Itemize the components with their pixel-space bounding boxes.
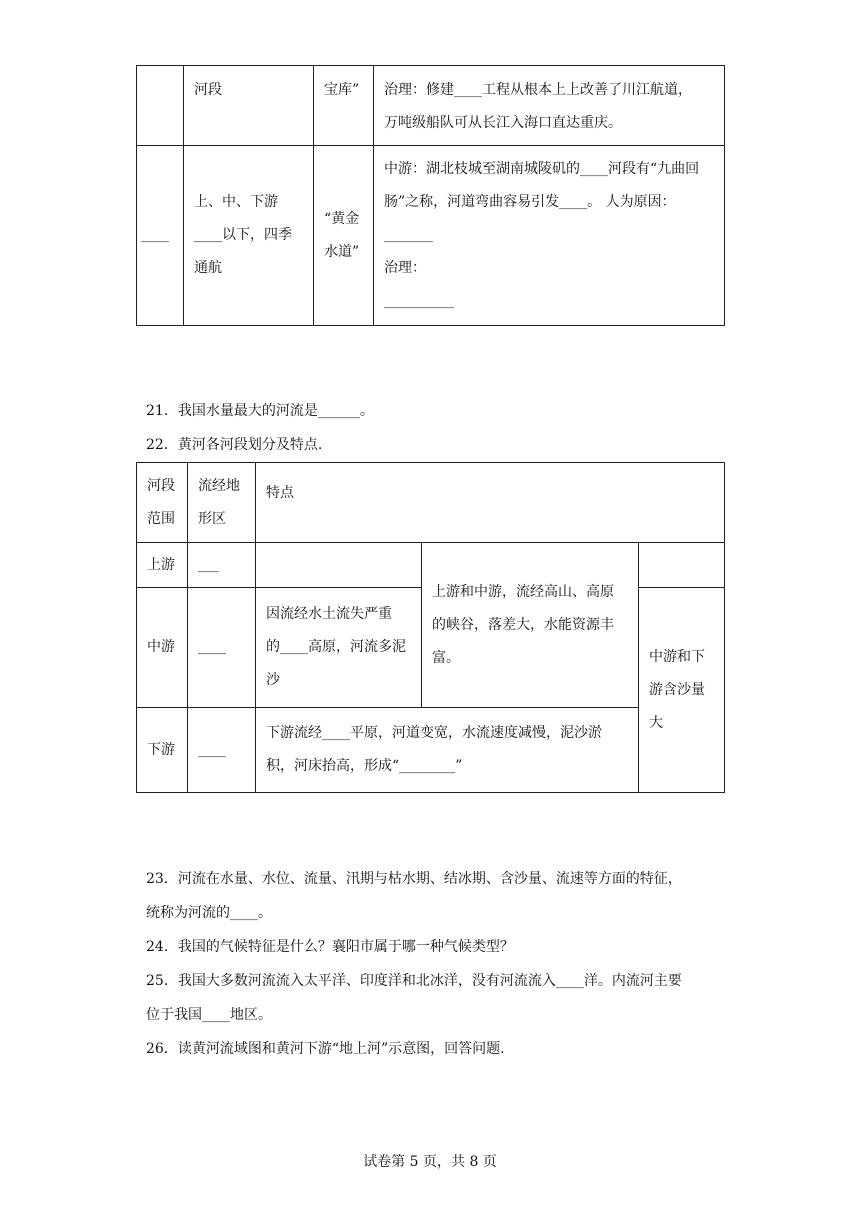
cell-line: 通航 [194,260,222,276]
table-cell [184,146,314,326]
table-row [137,146,725,326]
table-cell [639,543,725,588]
cell-line: _______ [384,227,433,243]
cell-line: 上、中、下游 [194,194,278,210]
cell-line: 积，河床抬高，形成“________” [266,758,463,774]
table-cell: ___ [188,543,256,588]
cell-line: 形区 [198,510,226,527]
cell-line: “黄金 [324,210,360,227]
question-21: 21．我国水量最大的河流是______。 [146,403,374,419]
question-22: 22．黄河各河段划分及特点. [146,437,323,453]
table-cell: ____ [188,588,256,708]
cell-line: 水道” [324,243,360,260]
cell-line: 河段 [147,477,175,494]
table-header-cell [188,463,256,543]
question-23-line-2: 统称为河流的____。 [146,905,272,921]
cell-line: 的____高原，河流多泥 [266,639,406,655]
table-cell [314,146,374,326]
table-header-cell: 特点 [256,463,725,543]
question-24: 24．我国的气候特征是什么？襄阳市属于哪一种气候类型？ [146,939,514,955]
table-cell: 宝库” [314,66,374,146]
table-cell [374,146,725,326]
cell-line: 富。 [432,649,460,666]
table-row [137,708,725,793]
yangtze-table [136,65,725,326]
cell-line: 大 [649,714,663,731]
table-row [137,463,725,543]
cell-line: 范围 [147,510,175,527]
cell-line: 中游和下 [649,648,705,665]
cell-line: __________ [384,293,454,309]
table-row [137,66,725,146]
table-cell: 下游 [137,708,188,793]
cell-line: 上游和中游，流经高山、高原 [432,583,614,600]
table-cell: 中游 [137,588,188,708]
cell-line: 治理：修建____工程从根本上上改善了川江航道， [384,82,692,98]
table-cell: 河段 [184,66,314,146]
table-cell [256,543,422,588]
cell-line: 中游：湖北枝城至湖南城陵矶的____河段有“九曲回 [384,161,700,177]
table-cell [639,588,725,793]
table-cell: ____ [137,146,184,326]
table-cell [256,708,639,793]
table-cell: 上游 [137,543,188,588]
cell-line: 游含沙量 [649,681,705,698]
table-cell [422,543,639,708]
table-cell [137,66,184,146]
table-header-cell [137,463,188,543]
question-25-line-1: 25．我国大多数河流流入太平洋、印度洋和北冰洋，没有河流流入____洋。内流河主要 [146,973,682,989]
cell-line: 肠”之称，河道弯曲容易引发____。 人为原因： [384,194,676,210]
page-footer: 试卷第 5 页，共 8 页 [363,1154,497,1170]
question-26: 26．读黄河流域图和黄河下游“地上河”示意图，回答问题. [146,1041,505,1057]
question-23-line-1: 23．河流在水量、水位、流量、汛期与枯水期、结冰期、含沙量、流速等方面的特征， [146,871,682,887]
cell-line: 流经地 [198,477,240,494]
cell-line: 万吨级船队可从长江入海口直达重庆。 [384,115,622,131]
table-cell: ____ [188,708,256,793]
yellow-river-table [136,462,725,793]
cell-line: 治理： [384,260,426,276]
cell-line: 因流经水土流失严重 [266,606,392,622]
cell-line: 下游流经____平原，河道变宽，水流速度减慢，泥沙淤 [266,725,602,741]
question-25-line-2: 位于我国____地区。 [146,1007,272,1023]
cell-line: 的峡谷，落差大，水能资源丰 [432,616,614,633]
cell-line: ____以下，四季 [194,227,292,243]
table-row [137,543,725,588]
table-cell [256,588,422,708]
table-cell [374,66,725,146]
cell-line: 沙 [266,672,280,688]
